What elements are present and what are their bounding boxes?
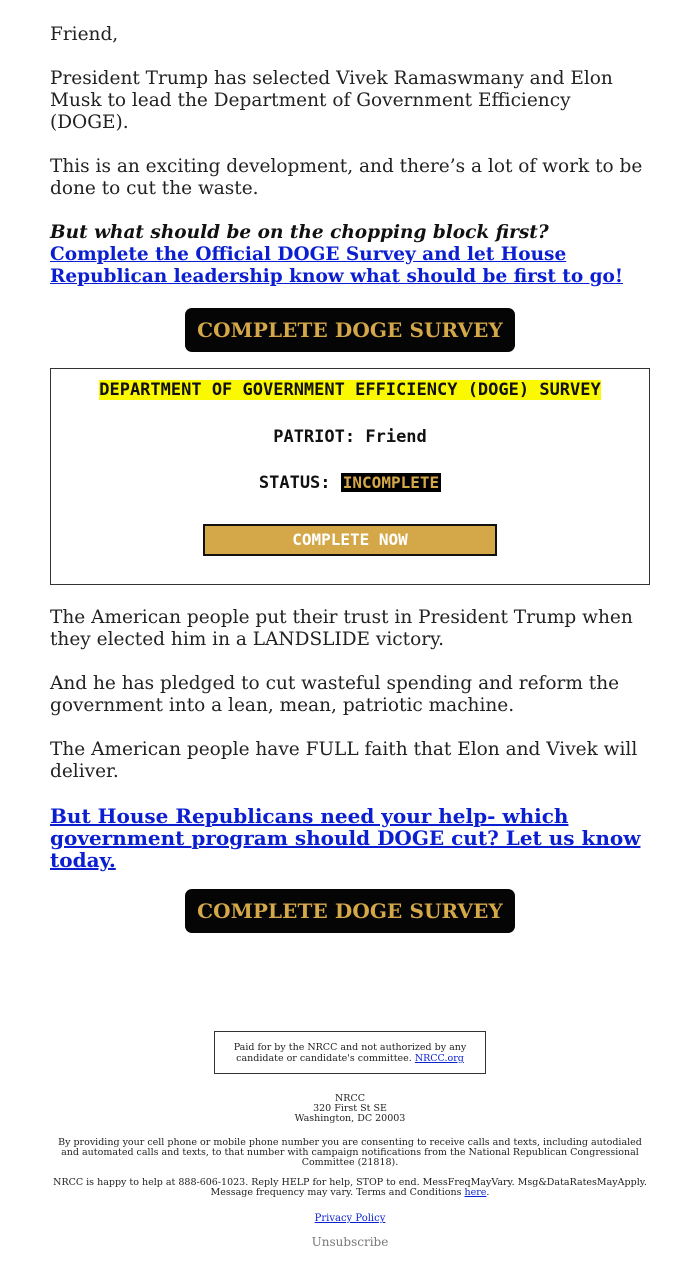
privacy-row [50,1213,650,1224]
address-org: NRCC [334,1093,365,1104]
footer [50,1031,650,1249]
survey-title-text: DEPARTMENT OF GOVERNMENT EFFICIENCY (DOGE) SURVEY [99,380,601,400]
cta-survey-link[interactable]: But House Republicans need your help- which government program should DOGE cut? Let us know today. [50,804,641,872]
address-street: 320 First St SE [313,1103,387,1114]
survey-status-box [50,368,650,585]
survey-link-top[interactable]: Complete the Official DOGE Survey and let House Republican leadership know what should be first to go! [50,244,624,287]
patriot-line [51,426,649,448]
paragraph-pledge: And he has pledged to cut wasteful spending and reform the government into a lean, mean, patriotic machine. [50,673,620,716]
sms-consent-text: By providing your cell phone or mobile phone number you are consenting to receive calls and texts, including autodialed and automated calls and texts, to that number with campaign notifications from the National Republican Congressional Committee (21818). [58,1137,642,1168]
unsubscribe-link[interactable]: Unsubscribe [311,1235,389,1249]
greeting: Friend, [50,24,119,45]
complete-doge-survey-button-top[interactable]: COMPLETE DOGE SURVEY [185,308,515,352]
bottom-button-wrap [50,889,650,933]
paragraph-full-faith: The American people have FULL faith that Elon and Vivek will deliver. [50,739,638,782]
email-body [50,24,650,933]
status-line [51,472,649,494]
paragraph-landslide: The American people put their trust in President Trump when they elected him in a LANDSLIDE victory. [50,607,633,650]
lead-paragraph [50,222,650,288]
address-city: Washington, DC 20003 [294,1113,406,1124]
patriot-value: Friend [365,427,427,447]
nrcc-site-link[interactable]: NRCC.org [414,1053,464,1064]
disclaimer-text: Paid for by the NRCC and not authorized by any candidate or candidate's committee. [233,1042,467,1064]
paragraph-doge-announcement: President Trump has selected Vivek Ramaswmany and Elon Musk to lead the Department of Government Efficiency (DOGE). [50,68,613,133]
patriot-label: PATRIOT: [273,427,356,447]
survey-title [90,379,610,402]
mailing-address [50,1094,650,1124]
complete-now-button[interactable]: COMPLETE NOW [203,524,497,556]
lead-question: But what should be on the chopping block first? [50,222,549,243]
privacy-policy-link[interactable]: Privacy Policy [314,1213,386,1224]
status-badge: INCOMPLETE [342,473,440,492]
sms-help-text: NRCC is happy to help at 888-606-1023. Reply HELP for help, STOP to end. MessFreqMayVary. Msg&DataRatesMayApply. Message frequency may vary. Terms and Conditions here. [53,1177,647,1198]
terms-link[interactable]: here [464,1187,487,1198]
paid-for-disclaimer [214,1031,486,1074]
cta-paragraph [50,805,650,871]
complete-doge-survey-button-bottom[interactable]: COMPLETE DOGE SURVEY [185,889,515,933]
status-label: STATUS: [258,473,331,493]
top-button-wrap [50,308,650,352]
paragraph-exciting-development: This is an exciting development, and there’s a lot of work to be done to cut the waste. [50,156,643,199]
sms-help-body: NRCC is happy to help at 888-606-1023. Reply HELP for help, STOP to end. MessFreqMayVary. Msg&DataRatesMayApply. Message frequency may vary. Terms and Conditions [53,1177,647,1198]
